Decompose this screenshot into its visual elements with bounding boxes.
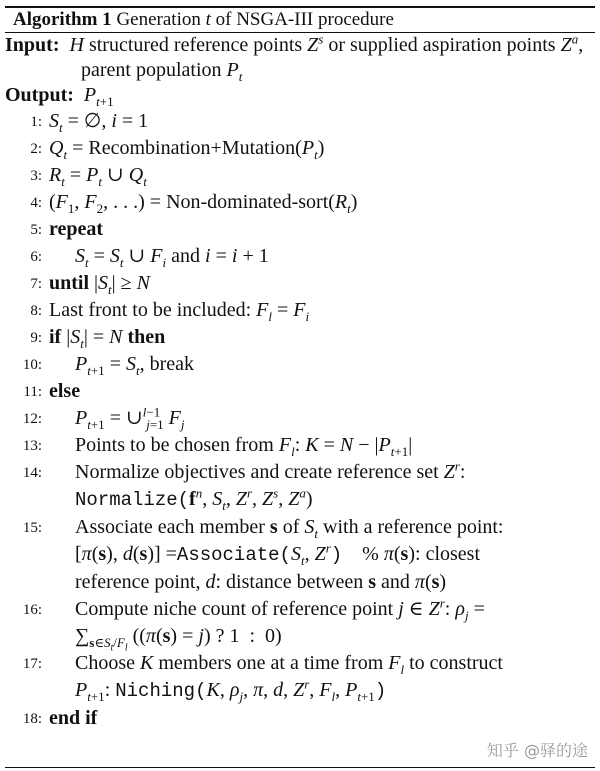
line-number: 2: bbox=[30, 141, 42, 157]
and-text-2: and bbox=[381, 571, 410, 593]
algorithm-label: Algorithm 1 bbox=[13, 9, 112, 30]
line-number: 4: bbox=[30, 195, 42, 211]
line-number: 13: bbox=[22, 438, 42, 454]
line-3: 3: $R_t = P_t$ ∪ $Q_t$ bbox=[5, 162, 595, 189]
nds-text: Non-dominated-sort bbox=[166, 191, 329, 213]
line-number: 18: bbox=[22, 711, 42, 727]
line-number: 9: bbox=[30, 330, 42, 346]
input-line: Input: H structured reference points $Z^s$ or supplied aspiration points $Z^a$, parent population $P_t$ bbox=[5, 31, 584, 84]
normalize-call: $Normalize(f^n$, $S_t$, $Z^r$, $Z^s$, $Z^a$) bbox=[75, 485, 313, 513]
keyword-if: if bbox=[49, 326, 62, 348]
line-17 bbox=[5, 650, 595, 705]
line-12: 12: $P_{t+1}$ = ∪$^{l-1}_{j=1}$ $F_j$ bbox=[5, 405, 595, 432]
line-2: 2: $Q_t$ = $Recombination+Mutation(P_t)$ bbox=[5, 135, 595, 162]
associate-desc: Associate each member s of $S_t$ with a reference point: bbox=[75, 516, 504, 541]
io-section bbox=[5, 33, 595, 108]
line-14 bbox=[5, 459, 595, 514]
algorithm-title: Generation t of NSGA-III procedure bbox=[116, 9, 394, 30]
last-front-text: Last front to be included: bbox=[49, 299, 252, 321]
input-text-a: structured reference points bbox=[88, 34, 303, 56]
assoc-desc-b: of bbox=[282, 516, 300, 538]
line-18 bbox=[5, 705, 595, 732]
line-number: 11: bbox=[23, 384, 42, 400]
input-label: Input: bbox=[5, 34, 60, 56]
output-label: Output: bbox=[5, 84, 74, 106]
line-number: 16: bbox=[22, 602, 42, 618]
line-7: 7: until $|S_t| \ge N$ bbox=[5, 270, 595, 297]
line-number: 12: bbox=[22, 411, 42, 427]
recombination-text: Recombination+Mutation bbox=[88, 137, 296, 159]
line-number: 17: bbox=[22, 656, 42, 672]
line-number: 14: bbox=[22, 465, 42, 481]
algorithm-caption bbox=[5, 8, 595, 32]
niching-fn: Niching bbox=[115, 680, 196, 702]
associate-fn: Associate bbox=[176, 544, 280, 566]
algorithm-block bbox=[5, 6, 595, 732]
bottom-rule bbox=[5, 767, 595, 768]
distance-text: distance between bbox=[226, 571, 364, 593]
keyword-until: until bbox=[49, 272, 90, 294]
normalize-desc-text: Normalize objectives and create reference set bbox=[75, 461, 439, 483]
line-number: 8: bbox=[30, 303, 42, 319]
line-16 bbox=[5, 595, 595, 654]
line-1: 1: $S_t$ = ∅, i = 1 bbox=[5, 108, 595, 135]
line-11 bbox=[5, 378, 595, 405]
line-number: 5: bbox=[30, 222, 42, 238]
line-4: 4: ($F_1$, $F_2$, . . .) = Non-$dominated-sort(R_t)$ bbox=[5, 189, 595, 216]
input-text-d: , parent population bbox=[81, 34, 584, 81]
output-line: Output: $P_{t+1}$ bbox=[5, 84, 114, 109]
line-number: 6: bbox=[30, 249, 42, 265]
input-text-b: or supplied aspiration bbox=[328, 34, 502, 56]
keyword-else: else bbox=[49, 380, 81, 402]
input-text-c: points bbox=[506, 34, 556, 56]
line-15 bbox=[5, 514, 595, 596]
and-text: and bbox=[171, 245, 201, 267]
assoc-desc-c: with a reference point: bbox=[323, 516, 504, 538]
keyword-then: then bbox=[127, 326, 166, 348]
associate-desc-2: reference point, d: distance between s and π(s) bbox=[75, 571, 447, 593]
niche-desc: Compute niche count of reference point j ∈ $Z^r$: $\rho_j$ = bbox=[75, 595, 485, 623]
break-text: break bbox=[149, 353, 195, 375]
watermark: 知乎 @驿的途 bbox=[486, 741, 588, 760]
niche-desc-text: Compute niche count of reference point bbox=[75, 598, 394, 620]
assoc-desc-a: Associate each member bbox=[75, 516, 265, 538]
line-number: 7: bbox=[30, 276, 42, 292]
normalize-fn: Normalize bbox=[75, 489, 178, 511]
algorithm-lines bbox=[5, 108, 595, 732]
normalize-desc: Normalize objectives and create reference set $Z^r$: bbox=[75, 458, 466, 483]
line-number: 10: bbox=[22, 357, 42, 373]
line-6: 6: $S_t = S_t$ ∪ $F_i$ and i = i + 1 bbox=[5, 243, 595, 270]
ref-point-text: reference point, bbox=[75, 571, 201, 593]
niche-formula: $\sum_{s\in S_t/F_l}$ ((π(s) = j) ? 1 : 0) bbox=[75, 625, 282, 654]
line-5 bbox=[5, 216, 595, 243]
keyword-repeat: repeat bbox=[49, 218, 104, 240]
line-10: 10: $P_{t+1} = S_t$, break bbox=[5, 351, 595, 378]
niching-call: $P_{t+1}$: Niching(K, $\rho_j$, π, d, $Z^r$, $F_l$, $P_{t+1}$) bbox=[75, 676, 387, 704]
line-number: 15: bbox=[22, 520, 42, 536]
line-number: 1: bbox=[30, 114, 42, 130]
line-9: 9: if $|S_t| = N$ then bbox=[5, 324, 595, 351]
keyword-end-if: end if bbox=[49, 707, 98, 729]
line-number: 3: bbox=[30, 168, 42, 184]
points-chosen-text: Points to be chosen from bbox=[75, 434, 274, 456]
line-13: 13: Points to be chosen from $F_l$: $K = N - |P_{t+1}|$ bbox=[5, 432, 595, 459]
closest-text: closest bbox=[425, 543, 480, 565]
associate-call: [π(s), $d(s)] =Associate(S_t$, $Z^r$) % π(s): closest bbox=[75, 540, 480, 568]
line-8: 8: Last front to be included: $F_l = F_i$ bbox=[5, 297, 595, 324]
choose-desc: Choose K members one at a time from $F_l$ to construct bbox=[75, 652, 503, 677]
